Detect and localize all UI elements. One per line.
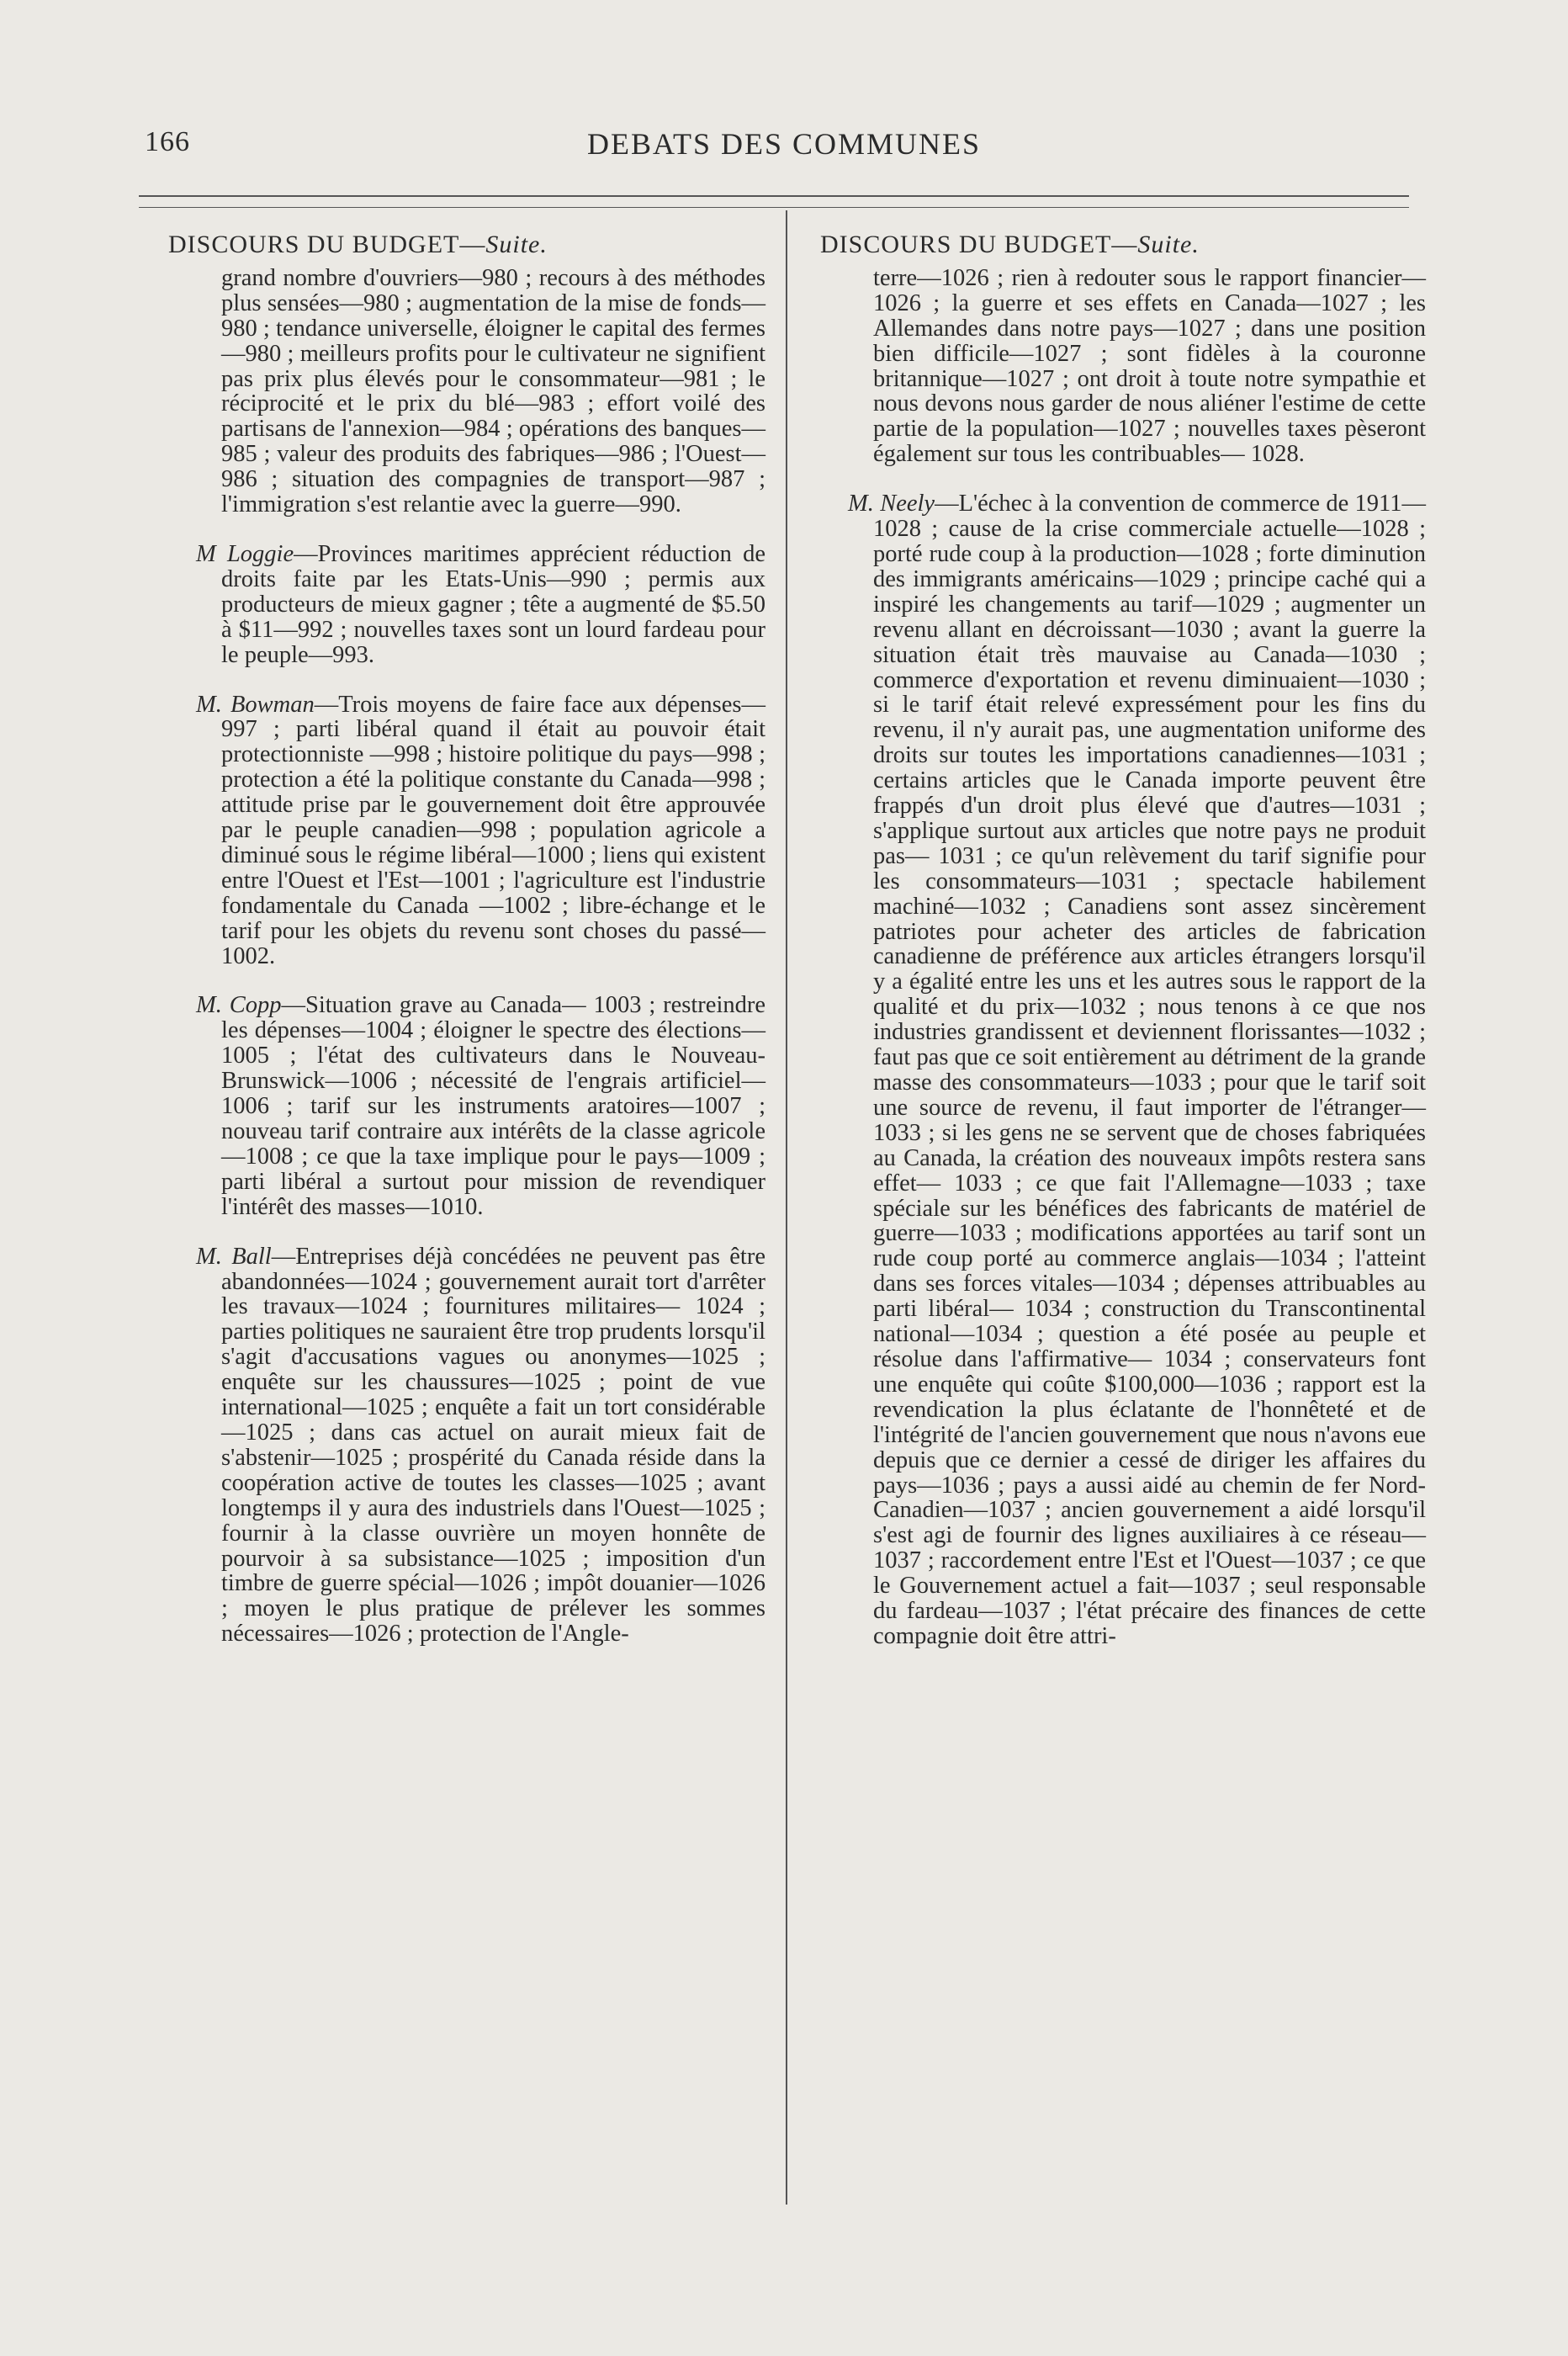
speaker-name: M. Bowman	[196, 691, 315, 718]
header-rule-thin	[139, 207, 1409, 208]
speaker-entry	[168, 692, 765, 969]
heading-text: DISCOURS DU BUDGET—	[820, 231, 1138, 258]
speaker-entry	[168, 1244, 765, 1648]
entry-text: —L'échec à la convention de commerce de 1911—1028 ; cause de la crise commerciale actuelle—1028 ; porté rude coup à la production—1028 ; forte diminution des immigrants américains—1029 ; principe caché qui a inspiré les changements au tarif—1029 ; augmenter un revenu allant en décroissant—1030 ; avant la guerre la situation était très mauvaise au Canada—1030 ; commerce d'exportation et revenu diminuaient—1030 ; si le tarif était relevé expressément pour les fins du revenu, il n'y aurait pas, une augmentation uniforme des droits sur toutes les importations canadiennes—1031 ; certains articles que le Canada importe peuvent être frappés d'un droit plus élevé que d'autres—1031 ; s'applique surtout aux articles que notre pays ne produit pas— 1031 ; ce qu'un relèvement du tarif signifie pour les consommateurs—1031 ; spectacle habilement machiné—1032 ; Canadiens sont assez sincèrement patriotes pour acheter des articles de fabrication canadienne de préférence aux articles étrangers lorsqu'il y a égalité entre les uns et les autres sous le rapport de la qualité et du prix—1032 ; nous tenons à ce que nos industries grandissent et deviennent florissantes—1032 ; faut pas que ce soit entièrement au détriment de la grande masse des consommateurs—1033 ; pour que le tarif soit une source de revenu, il faut importer de l'étranger— 1033 ; si les gens ne se servent que de choses fabriquées au Canada, la création des nouveaux impôts restera sans effet— 1033 ; ce que fait l'Allemagne—1033 ; taxe spéciale sur les bénéfices des fabricants de matériel de guerre—1033 ; modifications apportées au tarif sont un rude coup porté au commerce anglais—1034 ; l'atteint dans ses forces vitales—1034 ; dépenses attribuables au parti libéral— 1034 ; construction du Transcontinental national—1034 ; question a été posée au peuple et résolue dans l'affirmative— 1034 ; conservateurs font une enquête qui coûte $100,000—1036 ; rapport est la revendication la plus éclatante de l'honnêteté et de l'intégrité de l'ancien gouvernement que nous n'avons eue depuis que ce dernier a cessé de diriger les affaires du pays—1036 ; pays a aussi aidé au chemin de fer Nord-Canadien—1037 ; ancien gouvernement a aidé lorsqu'il s'est agi de fournir des lignes auxiliaires à ce réseau—1037 ; raccordement entre l'Est et l'Ouest—1037 ; ce que le Gouvernement actuel a fait—1037 ; seul responsable du fardeau—1037 ; l'état précaire des finances de cette compagnie doit être attri-	[873, 491, 1426, 1649]
entry-text: —Situation grave au Canada— 1003 ; restreindre les dépenses—1004 ; éloigner le spectre des élections—1005 ; l'état des cultivateurs dans le Nouveau-Brunswick—1006 ; nécessité de l'engrais artificiel—1006 ; tarif sur les instruments aratoires—1007 ; nouveau tarif contraire aux intérêts de la classe agricole—1008 ; ce que la taxe implique pour le pays—1009 ; parti libéral a surtout pour mission de revendiquer l'intérêt des masses—1010.	[221, 992, 766, 1220]
speaker-entry	[820, 491, 1426, 1649]
heading-suite: Suite.	[485, 231, 548, 258]
running-title: DEBATS DES COMMUNES	[586, 127, 982, 161]
continuation-paragraph: terre—1026 ; rien à redouter sous le rapport financier—1026 ; la guerre et ses effets en Canada—1027 ; les Allemandes dans notre pays—1027 ; dans une position bien difficile—1027 ; sont fidèles à la couronne britannique—1027 ; ont droit à toute notre sympathie et nous devons nous garder de nous aliéner l'estime de cette partie de la population—1027 ; nouvelles taxes pèseront également sur tous les contribuables— 1028.	[873, 264, 1426, 468]
column-divider	[786, 210, 787, 2205]
heading-suite: Suite.	[1137, 231, 1200, 258]
speaker-entry	[168, 542, 765, 668]
entry-text: —Entreprises déjà concédées ne peuvent pas être abandonnées—1024 ; gouvernement aurait tort d'arrêter les travaux—1024 ; fournitures militaires— 1024 ; parties politiques ne sauraient être trop prudents lorsqu'il s'agit d'accusations vagues ou anonymes—1025 ; enquête sur les chaussures—1025 ; point de vue international—1025 ; enquête a fait un tort considérable—1025 ; dans cas actuel on aurait mieux fait de s'abstenir—1025 ; prospérité du Canada réside dans la coopération active de toutes les classes—1025 ; avant longtemps il y aura des industriels dans l'Ouest—1025 ; fournir à la classe ouvrière un moyen honnête de pourvoir à sa subsistance—1025 ; imposition d'un timbre de guerre spécial—1026 ; impôt douanier—1026 ; moyen le plus pratique de prélever les sommes nécessaires—1026 ; protection de l'Angle-	[221, 1243, 766, 1648]
speaker-name: M Loggie	[196, 540, 294, 567]
continuation-paragraph: grand nombre d'ouvriers—980 ; recours à des méthodes plus sensées—980 ; augmentation de la mise de fonds—980 ; tendance universelle, éloigner le capital des fermes—980 ; meilleurs profits pour le cultivateur ne signifient pas prix plus élevés pour le consommateur—981 ; le réciprocité et le prix du blé—983 ; effort voilé des partisans de l'annexion—984 ; opérations des banques—985 ; valeur des produits des fabriques—986 ; l'Ouest—986 ; situation des compagnies de transport—987 ; l'immigration s'est relantie avec la guerre—990.	[221, 264, 765, 518]
speaker-entry	[168, 993, 765, 1219]
heading-text: DISCOURS DU BUDGET—	[168, 231, 486, 258]
column-heading	[820, 232, 1426, 257]
speaker-name: M. Neely	[848, 491, 935, 517]
right-column	[820, 232, 1426, 1674]
page-number: 166	[145, 126, 190, 157]
left-column	[168, 232, 765, 1671]
column-heading	[168, 232, 765, 257]
entry-text: —Provinces maritimes apprécient réduction de droits faite par les Etats-Unis—990 ; permis aux producteurs de mieux gagner ; tête a augmenté de $5.50 à $11—992 ; nouvelles taxes sont un lourd fardeau pour le peuple—993.	[221, 540, 765, 668]
speaker-name: M. Copp	[196, 992, 282, 1019]
speaker-name: M. Ball	[196, 1243, 272, 1270]
entry-text: —Trois moyens de faire face aux dépenses—997 ; parti libéral quand il était au pouvoir était protectionniste —998 ; histoire politique du pays—998 ; protection a été la politique constante du Canada—998 ; attitude prise par le gouvernement doit être approuvée par le peuple canadien—998 ; population agricole a diminué sous le régime libéral—1000 ; liens qui existent entre l'Ouest et l'Est—1001 ; l'agriculture est l'industrie fondamentale du Canada —1002 ; libre-échange et le tarif pour les objets du revenu sont choses du passé—1002.	[221, 691, 765, 969]
header-rule	[139, 195, 1409, 197]
